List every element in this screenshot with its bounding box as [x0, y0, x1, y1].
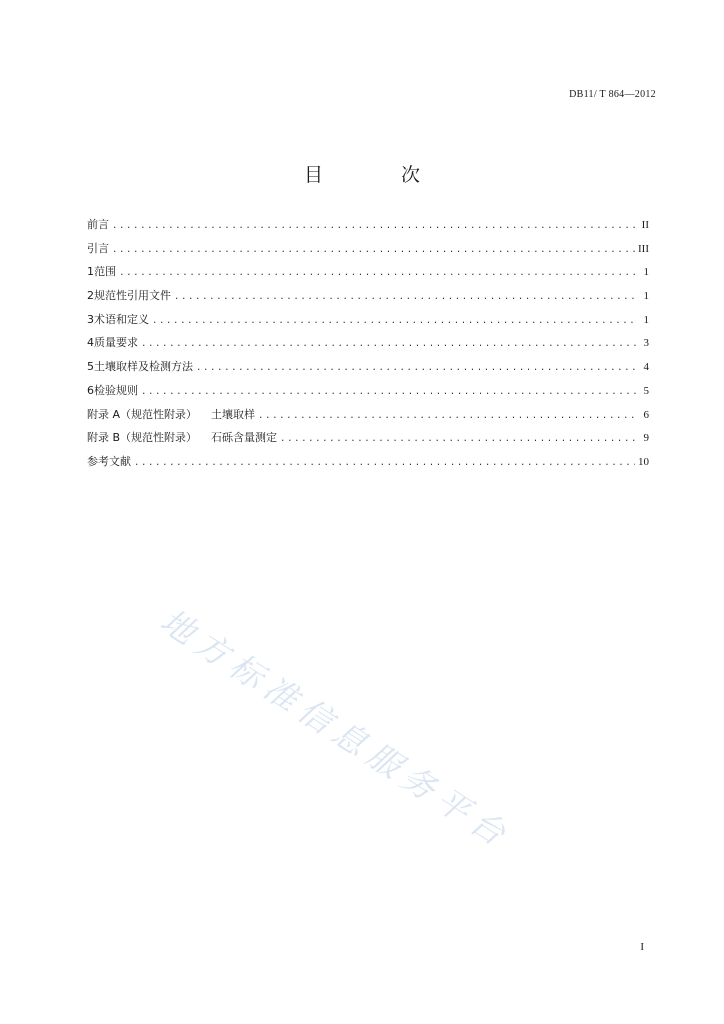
toc-page-number: 4: [643, 361, 649, 374]
toc-leader-dots: [174, 292, 636, 302]
toc-leader-dots: [112, 245, 635, 255]
toc-entry-inspection-rules[interactable]: [87, 382, 649, 406]
toc-label: 参考文献: [87, 454, 131, 468]
toc-leader-dots: [112, 221, 636, 231]
toc-page-number: 1: [643, 290, 649, 303]
toc-page-number: 1: [643, 266, 649, 279]
toc-section-number: 6: [87, 383, 94, 397]
toc-label: 前言: [87, 218, 109, 231]
toc-label: 规范性引用文件: [94, 289, 171, 303]
toc-page-number: 3: [643, 337, 649, 350]
toc-leader-dots: [134, 458, 635, 468]
toc-appendix-title: 土壤取样: [211, 407, 256, 421]
toc-entry-quality-requirements[interactable]: [87, 334, 649, 358]
toc-entry-normative-references[interactable]: [87, 287, 649, 311]
toc-appendix-title: 石砾含量测定: [211, 431, 278, 445]
toc-section-number: 2: [87, 289, 94, 303]
toc-label: 附录 A（规范性附录）: [87, 407, 198, 421]
toc-entry-appendix-b[interactable]: [87, 429, 649, 453]
toc-section-number: 1: [87, 265, 94, 279]
toc-page-number: 6: [643, 408, 649, 421]
toc-page-number: II: [641, 219, 649, 231]
toc-page-number: 10: [638, 455, 649, 468]
toc-section-number: 3: [87, 312, 94, 326]
toc-page-number: 9: [643, 432, 649, 445]
toc-page-number: 1: [643, 313, 649, 326]
toc-label: 质量要求: [94, 336, 138, 350]
toc-page-number: 5: [643, 384, 649, 397]
toc-leader-dots: [152, 316, 636, 326]
toc-entry-foreword[interactable]: [87, 216, 649, 240]
toc-entry-appendix-a[interactable]: [87, 406, 649, 430]
table-of-contents: [87, 216, 649, 477]
toc-label: 引言: [87, 241, 109, 255]
toc-label: 附录 B（规范性附录）: [87, 431, 198, 445]
toc-entry-terms-definitions[interactable]: [87, 311, 649, 335]
page-title: 目 次: [303, 164, 457, 186]
toc-entry-introduction[interactable]: [87, 240, 649, 264]
toc-entry-scope[interactable]: [87, 263, 649, 287]
watermark: 地方标准信息服务平台: [153, 601, 519, 858]
toc-leader-dots: [119, 268, 636, 278]
toc-leader-dots: [258, 411, 636, 421]
toc-entry-sampling-testing[interactable]: [87, 358, 649, 382]
toc-leader-dots: [141, 339, 636, 349]
toc-leader-dots: [141, 387, 636, 397]
toc-section-number: 5: [87, 360, 94, 374]
toc-label: 检验规则: [94, 383, 138, 397]
toc-page-number: III: [638, 242, 649, 255]
toc-leader-dots: [280, 434, 636, 444]
toc-leader-dots: [196, 363, 636, 373]
toc-section-number: 4: [87, 336, 94, 350]
toc-label: 术语和定义: [94, 312, 149, 326]
toc-label: 土壤取样及检测方法: [94, 360, 193, 374]
toc-entry-bibliography[interactable]: [87, 453, 649, 477]
page-number: I: [640, 941, 644, 953]
toc-label: 范围: [94, 265, 117, 279]
document-code: DB11/ T 864—2012: [569, 89, 656, 100]
